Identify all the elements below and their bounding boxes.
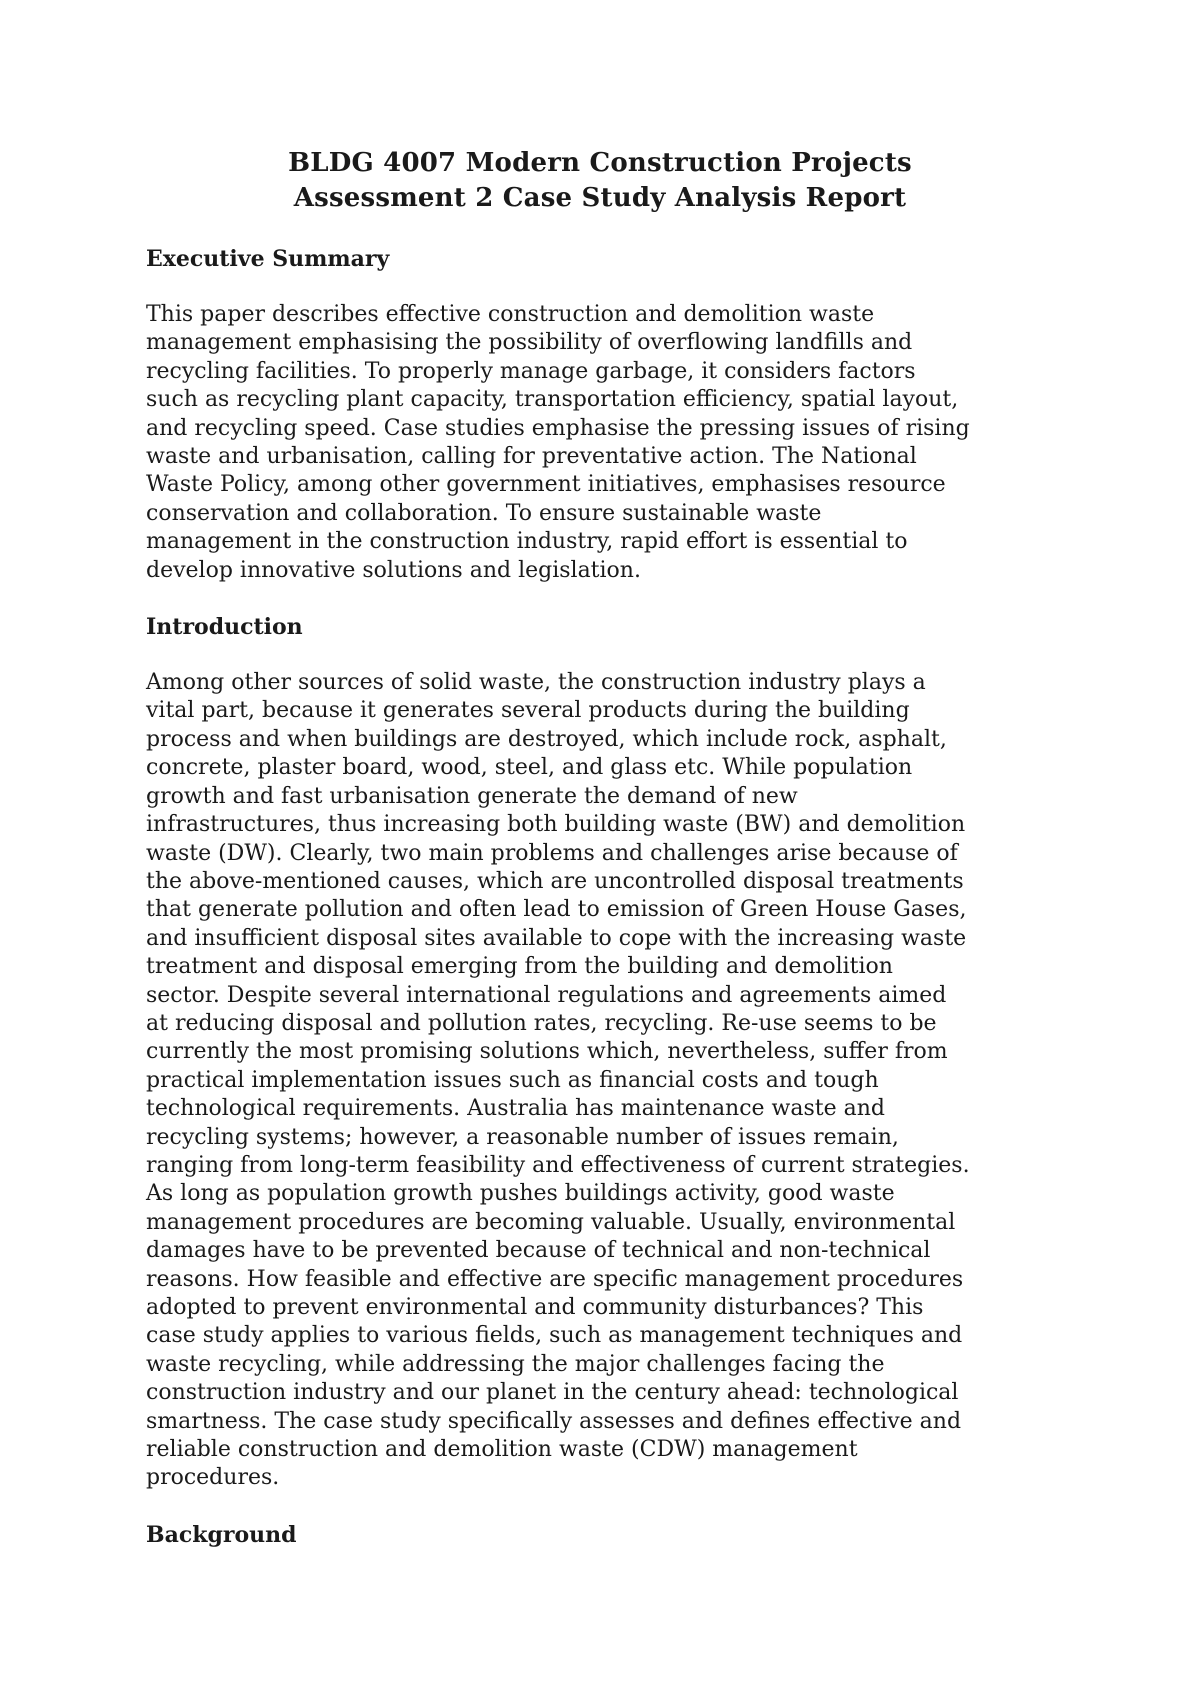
paragraph-line: management in the construction industry, rapid effort is essential to: [146, 529, 908, 555]
paragraph-line: currently the most promising solutions which, nevertheless, suffer from: [146, 1039, 948, 1065]
paragraph-line: waste (DW). Clearly, two main problems and challenges arise because of: [146, 840, 958, 866]
document-title: BLDG 4007 Modern Construction Projects: [288, 148, 912, 178]
paragraph-line: This paper describes effective construction and demolition waste: [146, 302, 875, 327]
section-heading-background: Background: [146, 1521, 297, 1548]
paragraph-line: that generate pollution and often lead to emission of Green House Gases,: [146, 897, 967, 923]
paragraph-line: conservation and collaboration. To ensure sustainable waste: [146, 500, 822, 526]
paragraph-line: concrete, plaster board, wood, steel, and glass etc. While population: [146, 755, 913, 781]
paragraph-line: develop innovative solutions and legislation.: [146, 557, 641, 583]
paragraph-line: technological requirements. Australia has maintenance waste and: [146, 1096, 886, 1122]
paragraph-line: recycling systems; however, a reasonable number of issues remain,: [146, 1124, 899, 1150]
paragraph-line: waste and urbanisation, calling for preventative action. The National: [146, 444, 917, 470]
paragraph-line: management procedures are becoming valuable. Usually, environmental: [146, 1209, 956, 1235]
section-heading-introduction: Introduction: [146, 614, 303, 641]
paragraph-line: recycling facilities. To properly manage garbage, it considers factors: [146, 358, 916, 384]
paragraph-line: vital part, because it generates several products during the building: [146, 698, 910, 724]
paragraph-line: ranging from long-term feasibility and effectiveness of current strategies.: [146, 1152, 970, 1178]
paragraph-line: practical implementation issues such as financial costs and tough: [146, 1067, 879, 1093]
paragraph-line: such as recycling plant capacity, transportation efficiency, spatial layout,: [146, 387, 959, 413]
section-heading-executive-summary: Executive Summary: [146, 246, 390, 272]
paragraph-line: case study applies to various fields, such as management techniques and: [146, 1323, 963, 1349]
paragraph-line: procedures.: [146, 1465, 280, 1491]
paragraph-line: process and when buildings are destroyed, which include rock, asphalt,: [146, 726, 947, 752]
paragraph-line: construction industry and our planet in the century ahead: technological: [146, 1380, 959, 1406]
paragraph-line: Waste Policy, among other government initiatives, emphasises resource: [146, 472, 946, 498]
paragraph-line: at reducing disposal and pollution rates, recycling. Re-use seems to be: [146, 1010, 937, 1036]
paragraph-line: the above-mentioned causes, which are uncontrolled disposal treatments: [146, 868, 964, 894]
paragraph-line: and recycling speed. Case studies emphasise the pressing issues of rising: [146, 415, 970, 441]
paragraph-line: adopted to prevent environmental and community disturbances? This: [146, 1295, 924, 1320]
document-subtitle: Assessment 2 Case Study Analysis Report: [293, 183, 907, 213]
document-title-block: [0, 146, 1200, 216]
paragraph-line: Among other sources of solid waste, the construction industry plays a: [146, 670, 926, 696]
paragraph-line: growth and fast urbanisation generate the demand of new: [146, 783, 798, 809]
paragraph-line: treatment and disposal emerging from the building and demolition: [146, 954, 893, 980]
document-body: [146, 245, 1086, 1577]
paragraph-line: smartness. The case study specifically assesses and defines effective and: [146, 1408, 962, 1434]
paragraph-line: sector. Despite several international regulations and agreements aimed: [146, 982, 947, 1008]
paragraph-line: infrastructures, thus increasing both building waste (BW) and demolition: [146, 812, 966, 838]
paragraph-line: waste recycling, while addressing the major challenges facing the: [146, 1351, 885, 1377]
executive-summary-paragraph: [146, 301, 1086, 585]
paragraph-line: management emphasising the possibility of overflowing landfills and: [146, 330, 913, 356]
paragraph-line: damages have to be prevented because of technical and non-technical: [146, 1238, 931, 1264]
paragraph-line: reasons. How feasible and effective are specific management procedures: [146, 1266, 964, 1292]
introduction-paragraph: [146, 669, 1086, 1493]
paragraph-line: and insufficient disposal sites available to cope with the increasing waste: [146, 925, 967, 951]
paragraph-line: As long as population growth pushes buildings activity, good waste: [146, 1181, 895, 1207]
paragraph-line: reliable construction and demolition waste (CDW) management: [146, 1437, 858, 1463]
